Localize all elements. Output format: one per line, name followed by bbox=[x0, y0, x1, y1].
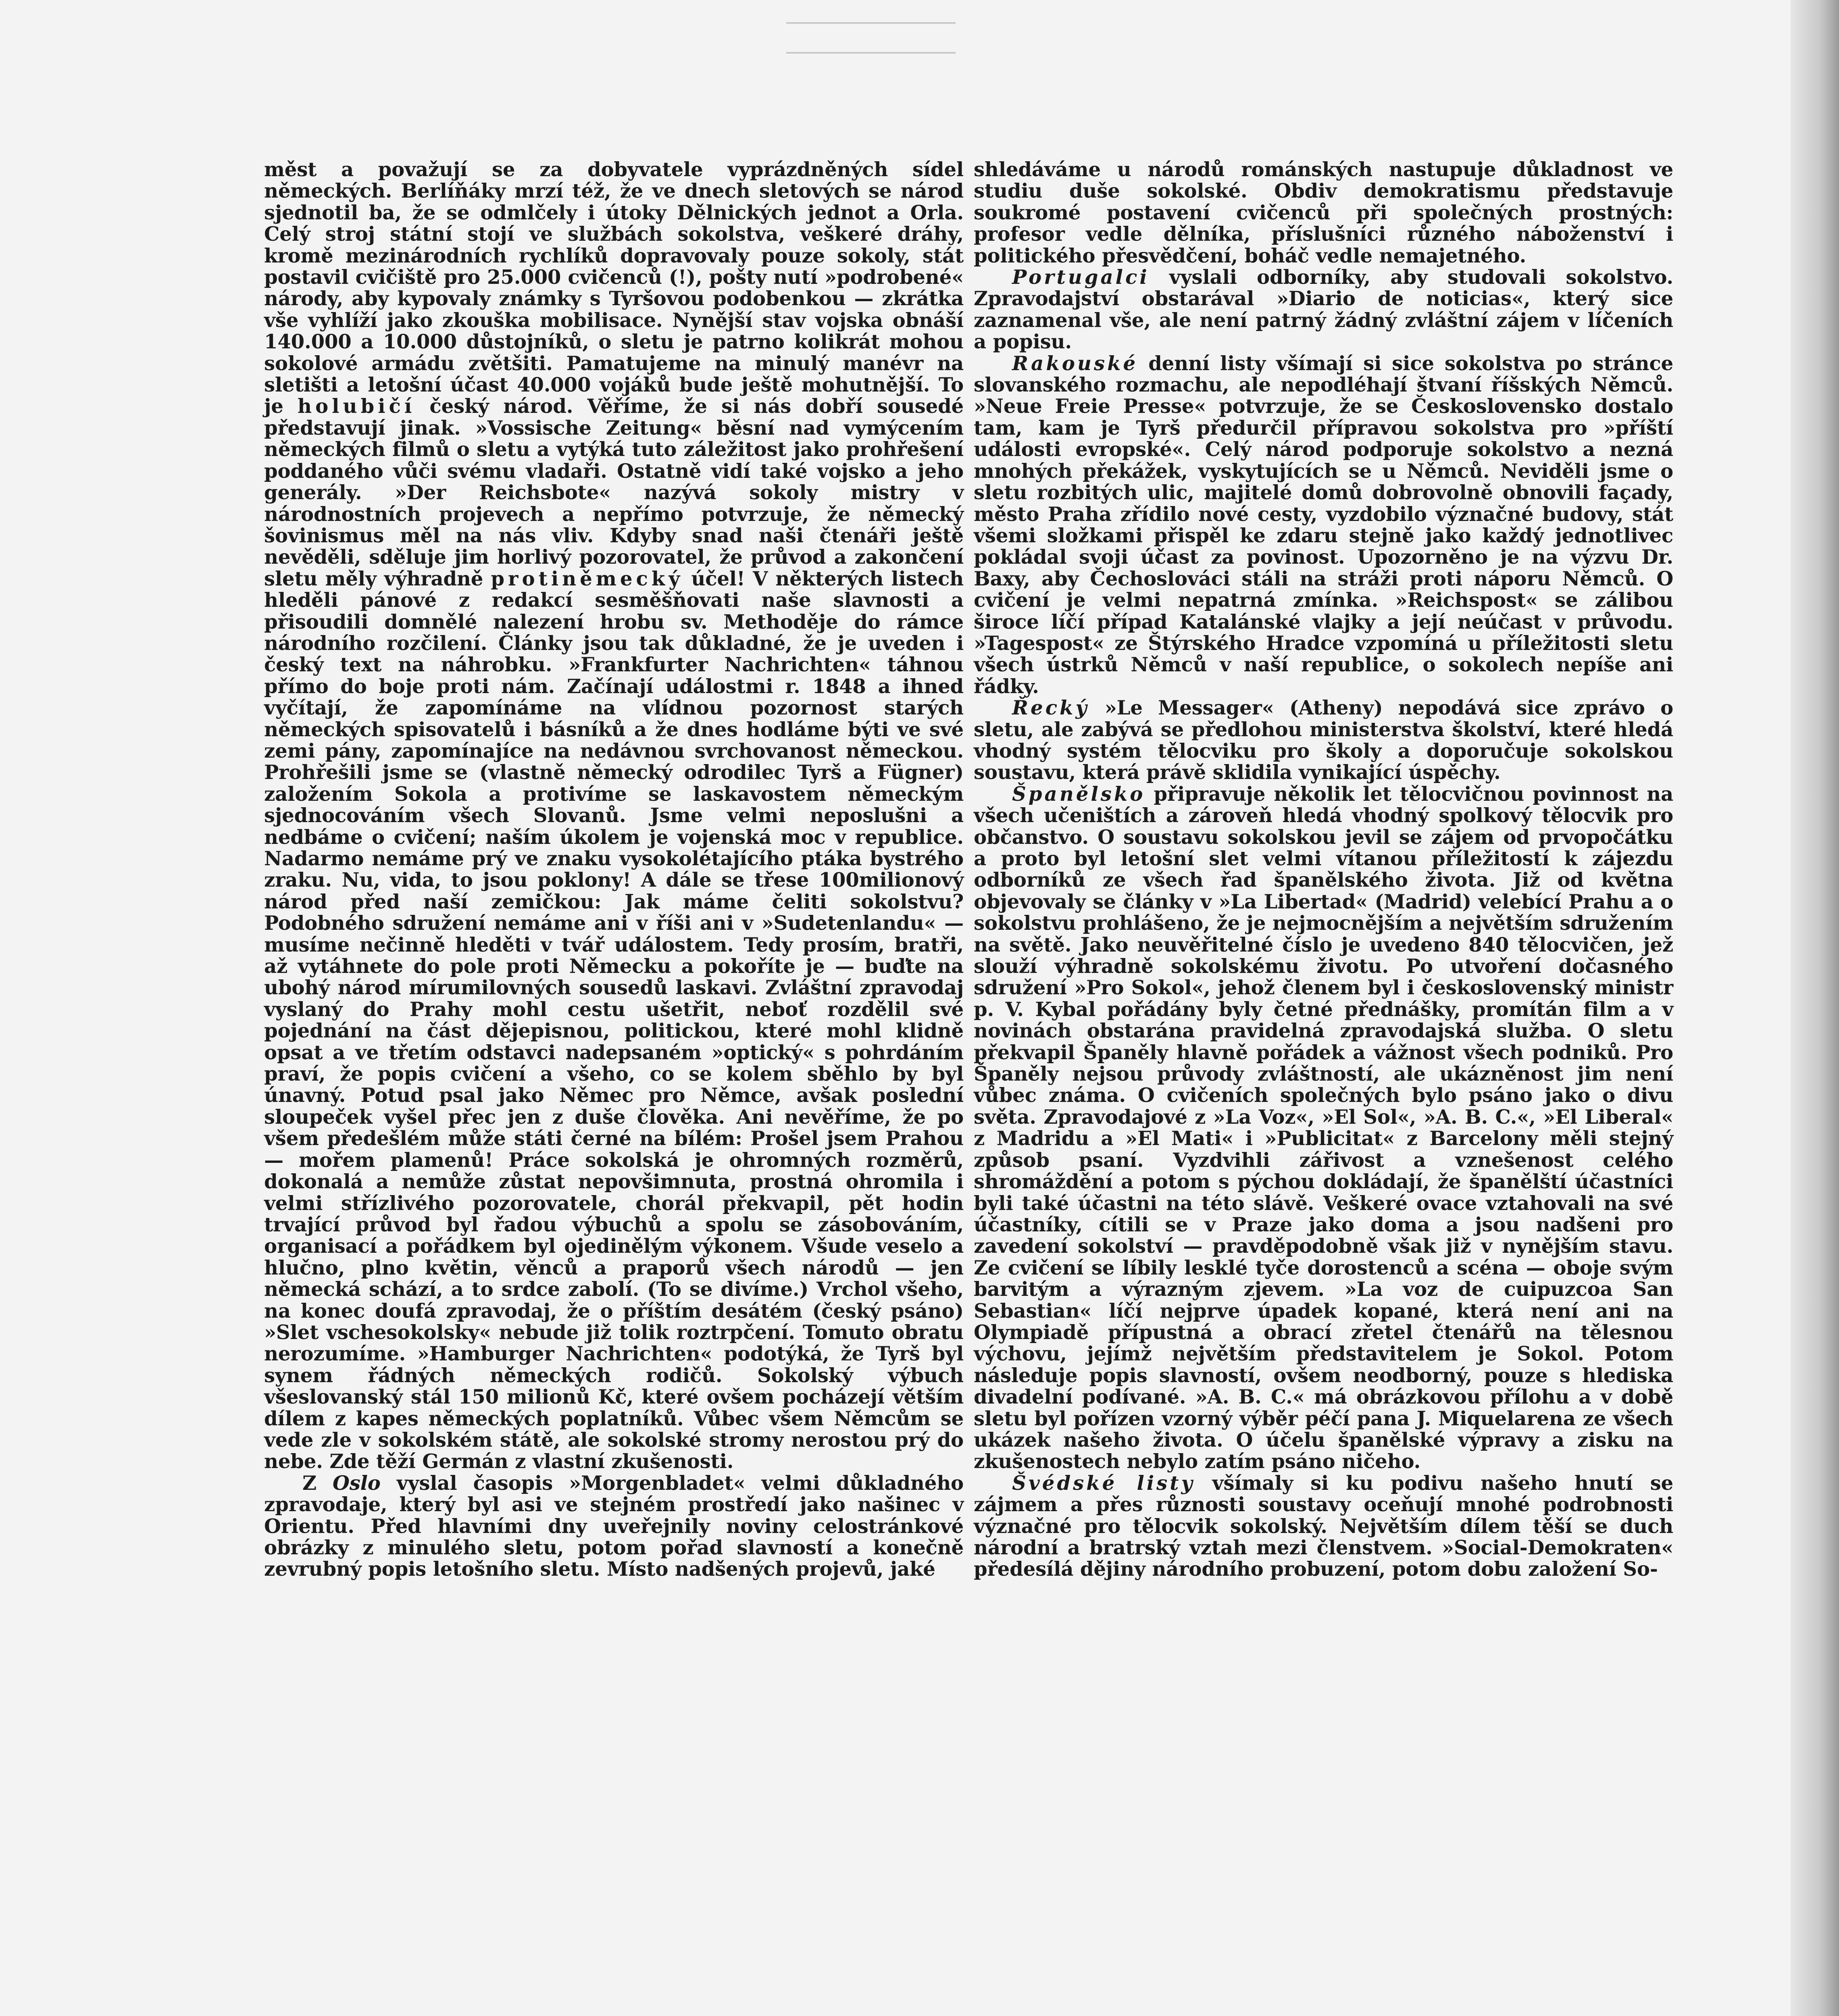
page-edge-shadow bbox=[1791, 0, 1839, 2016]
heading-svedske-listy: Švédské listy bbox=[1012, 1472, 1195, 1495]
text-rakouske: denní listy všímají si sice sokolstva po stránce slovanského rozmachu, ale nepodléhají štvaní říšských Němců. »Neue Freie Presse« potvrzuje, že se Československo dostalo tam, kam je Tyrš předurčil přípravou sokolstva pro »příští události evropské«. Celý národ podporuje sokolstvo a nezná mnohých překážek, vyskytujících se u Němců. Neviděli jsme o sletu rozbitých ulic, majitelé domů dobrovolně obnovili façady, město Praha zřídilo nové cesty, vyzdobilo význačné budovy, stát všemi složkami přispěl ke zdaru stejně jako každý jednotlivec pokládal svoji účast za povinost. Upozorněno je na výzvu Dr. Baxy, aby Čechoslováci stáli na stráži proti náporu Němců. O cvičení je velmi nepatrná zmínka. »Reichspost« se zálibou široce líčí případ Katalánské vlajky a její neúčast v průvodu. »Tagespost« ze Štýrského Hradce vzpomíná u příležitosti sletu všech ústrků Němců v naší republice, o sokolech nepíše ani řádky. bbox=[974, 352, 1673, 698]
right-paragraph-greece bbox=[974, 698, 1673, 784]
heading-spanelsko: Španělsko bbox=[1012, 783, 1145, 806]
left-paragraph-2 bbox=[264, 1473, 964, 1581]
top-ornament bbox=[786, 22, 956, 54]
left-p1-text-a: měst a považují se za dobyvatele vyprázdněných sídel německých. Berlíňáky mrzí též, že ve dnech sletových se národ sjednotil ba, že se odmlčely i útoky Dělnických jednot a Orla. Celý stroj státní stojí ve službách sokolstva, veškeré dráhy, kromě mezinárodních rychlíků dopravovaly pouze sokoly, stát postavil cvičiště pro 25.000 cvičenců (!), pošty nutí »podrobené« národy, aby kypovaly známky s Tyršovou podobenkou — zkrátka vše vyhlíží jako zkouška mobilisace. Nynější stav vojska obnáší 140.000 a 10.000 důstojníků, o sletu je patrno kolikrát mohou sokolové armádu zvětšiti. Pamatujeme na minulý manévr na sletišti a letošní účast 40.000 vojáků bude ještě mohutnější. To je bbox=[264, 158, 964, 418]
left-p2-lead: Z bbox=[302, 1472, 333, 1495]
left-p1-spaced-word-2: protiněmecký bbox=[491, 567, 684, 590]
left-paragraph-1 bbox=[264, 159, 964, 1473]
heading-portugalci: Portugalci bbox=[1012, 266, 1150, 289]
left-p1-text-c: účel! V některých listech hleděli pánové z redakcí sesměšňovati naše slavnosti a přisoudili domnělé nalezení hrobu sv. Methoděje do rámce národního rozčilení. Články jsou tak důkladné, že je uveden i český text na náhrobku. »Frankfurter Nachrichten« táhnou přímo do boje proti nám. Začínají událostmi r. 1848 a ihned vyčítají, že zapomínáme na vlídnou pozornost starých německých spisovatelů i básníků a že dnes hodláme býti ve své zemi pány, zapomínajíce na nedávnou svrchovanost německou. Prohřešili jsme se (vlastně německý odrodilec Tyrš a Fügner) založením Sokola a protivíme se laskavostem německým sjednocováním všech Slovanů. Jsme velmi neposlušni a nedbáme o cvičení; naším úkolem je vojenská moc v republice. Nadarmo nemáme prý ve znaku vysokolétajícího ptáka bystrého zraku. Nu, vida, to jsou poklony! A dále se třese 100milionový národ před naší zemičkou: Jak máme čeliti sokolstvu? Podobného sdružení nemáme ani v říši ani v »Sudetenlandu« — musíme nečinně hleděti v tvář událostem. Tedy prosím, bratři, až vytáhnete do pole proti Německu a pokoříte je — buďte na ubohý národ mírumilovných sousedů laskavi. Zvláštní zpravodaj vyslaný do Prahy mohl cestu ušetřit, neboť rozdělil své pojednání na část dějepisnou, politickou, které mohl klidně opsat a ve třetím odstavci nadepsaném »optický« s pohrdáním praví, že popis cvičení a všeho, co se kolem sběhlo by byl únavný. Potud psal jako Němec pro Němce, avšak poslední sloupeček vyšel přec jen z duše člověka. Ani nevěříme, že po všem předešlém může státi černé na bílém: Prošel jsem Prahou — mořem plamenů! Práce sokolská je ohromných rozměrů, dokonalá a nemůže zůstat nepovšimnuta, prostná ohromila i velmi střízlivého pozorovatele, chorál překvapil, pět hodin trvající průvod byl řadou výbuchů a spolu se zásobováním, organisací a pořádkem byl ojedinělým výkonem. Všude veselo a hlučno, plno květin, věnců a praporů všech národů — jen německá schází, a to srdce zabolí. (To se divíme.) Vrchol všeho, na konec doufá zpravodaj, že o příštím desátém (český psáno) »Slet vschesokolsky« nebude již tolik roztrpčení. Tomuto obratu nerozumíme. »Hamburger Nachrichten« podotýká, že Tyrš byl synem řádných německých rodičů. Sokolský výbuch všeslovanský stál 150 milionů Kč, které ovšem pocházejí větším dílem z kapes německých poplatníků. Vůbec všem Němcům se vede zle v sokolském státě, ale sokolské stromy nerostou prý do nebe. Zde těží Germán z vlastní zkušenosti. bbox=[264, 567, 964, 1473]
heading-rakouske: Rakouské bbox=[1012, 352, 1138, 375]
text-recky: »Le Messager« (Atheny) nepodává sice zprávo o sletu, ale zabývá se předlohou ministerstva školství, které hledá vhodný systém tělocviku pro školy a doporučuje sokolskou soustavu, která právě sklidila vynikající úspěchy. bbox=[974, 697, 1673, 784]
right-paragraph-1: shledáváme u národů románských nastupuje důkladnost ve studiu duše sokolské. Obdiv demokratismu představuje soukromé postavení cvičenců při společných prostných: profesor vedle dělníka, příslušníci různého náboženství i politického přesvědčení, boháč vedle nemajetného. bbox=[974, 158, 1673, 267]
left-p2-city: Oslo bbox=[332, 1472, 381, 1495]
text-portugalci: vyslali odborníky, aby studovali sokolstvo. Zpravodajství obstarával »Diario de noticias«, který sice zaznamenal vše, ale není patrný žádný zvláštní zájem v líčeních a popisu. bbox=[974, 266, 1673, 354]
left-p2-text: vyslal časopis »Morgenbladet« velmi důkladného zpravodaje, který byl asi ve stejném prostředí jako našinec v Orientu. Před hlavními dny uveřejnily noviny celostránkové obrázky z minulého sletu, potom pořad slavností a konečně zevrubný popis letošního sletu. Místo nadšených projevů, jaké bbox=[264, 1472, 964, 1581]
right-paragraph-portugal bbox=[974, 267, 1673, 353]
text-svedske-listy: všímaly si ku podivu našeho hnutí se zájmem a přes různosti soustavy oceňují mnohé podrobnosti význačné pro tělocvik sokolský. Největším dílem těší se duch národní a bratrský vztah mezi členstvem. »Social-Demokraten« předesílá dějiny národního probuzení, potom dobu založení So- bbox=[974, 1472, 1673, 1581]
right-paragraph-spain bbox=[974, 784, 1673, 1473]
right-paragraph-sweden bbox=[974, 1473, 1673, 1581]
left-p1-spaced-word: holubičí bbox=[297, 395, 416, 418]
right-column bbox=[974, 159, 1673, 1581]
left-p1-text-b: český národ. Věříme, že si nás dobří sousedé představují jinak. »Vossische Zeitung« běsní nad vymýcením německých filmů o sletu a vytýká tuto záležitost jako prohřešení poddaného vůči svému vladaři. Ostatně vidí také vojsko a jeho generály. »Der Reichsbote« nazývá sokoly mistry v národnostních projevech a nepřímo potvrzuje, že německý šovinismus měl na nás vliv. Kdyby snad naši čtenáři ještě nevěděli, sděluje jim horlivý pozorovatel, že průvod a zakončení sletu měly výhradně bbox=[264, 395, 964, 590]
text-spanelsko: připravuje několik let tělocvičnou povinnost na všech učeništích a zároveň hledá vhodný spolkový tělocvik pro občanstvo. O soustavu sokolskou jevil se zájem od prvopočátku a proto byl letošní slet velmi vítanou příležitostí k zájezdu odborníků ze všech řad španělského života. Již od května objevovaly se články v »La Libertad« (Madrid) velebící Prahu a o sokolstvu prohlášeno, že je nejmocnějším a největším sdružením na světě. Jako neuvěřitelné číslo je uvedeno 840 tělocvičen, jež slouží výhradně sokolskému životu. Po utvoření dočasného sdružení »Pro Sokol«, jehož členem byl i československý ministr p. V. Kybal pořádány byly četné přednášky, promítán film a v novinách obstarána pravidelná zpravodajská služba. O sletu překvapil Španěly hlavně pořádek a vážnost všech podniků. Pro Španěly nejsou průvody zvláštností, ale ukázněnost jim není vůbec známa. O cvičeních společných bylo psáno jako o divu světa. Zpravodajové z »La Voz«, »El Sol«, »A. B. C.«, »El Liberal« z Madridu a »El Mati« i »Publicitat« z Barcelony měli stejný způsob psaní. Vyzdvihli zářivost a vznešenost celého shromáždění a potom s pýchou dokládají, že španělští účastníci byli také účastni na této slávě. Veškeré ovace vztahovali na své účastníky, cítili se v Praze jako doma a jsou nadšeni pro zavedení sokolství — pravděpodobně však již v nynějším stavu. Ze cvičení se líbily lesklé tyče dorostenců a scéna — oboje svým barvitým a výrazným zjevem. »La voz de cuipuzcoa San Sebastian« líčí nejprve úpadek kopané, která není ani na Olympiadě přípustná a obrací zřetel čtenářů na tělesnou výchovu, jejímž největším představitelem je Sokol. Potom následuje popis slavností, ovšem neodborný, pouze s hlediska divadelní podívané. »A. B. C.« má obrázkovou přílohu a v době sletu byl pořízen vzorný výběr péčí pana J. Miquelarena ze všech ukázek našeho života. O účelu španělské výpravy a zisku na zkušenostech nebylo zatím psáno ničeho. bbox=[974, 783, 1673, 1473]
right-paragraph-austria bbox=[974, 353, 1673, 698]
left-column bbox=[264, 159, 964, 1581]
heading-recky: Řecký bbox=[1012, 697, 1089, 720]
